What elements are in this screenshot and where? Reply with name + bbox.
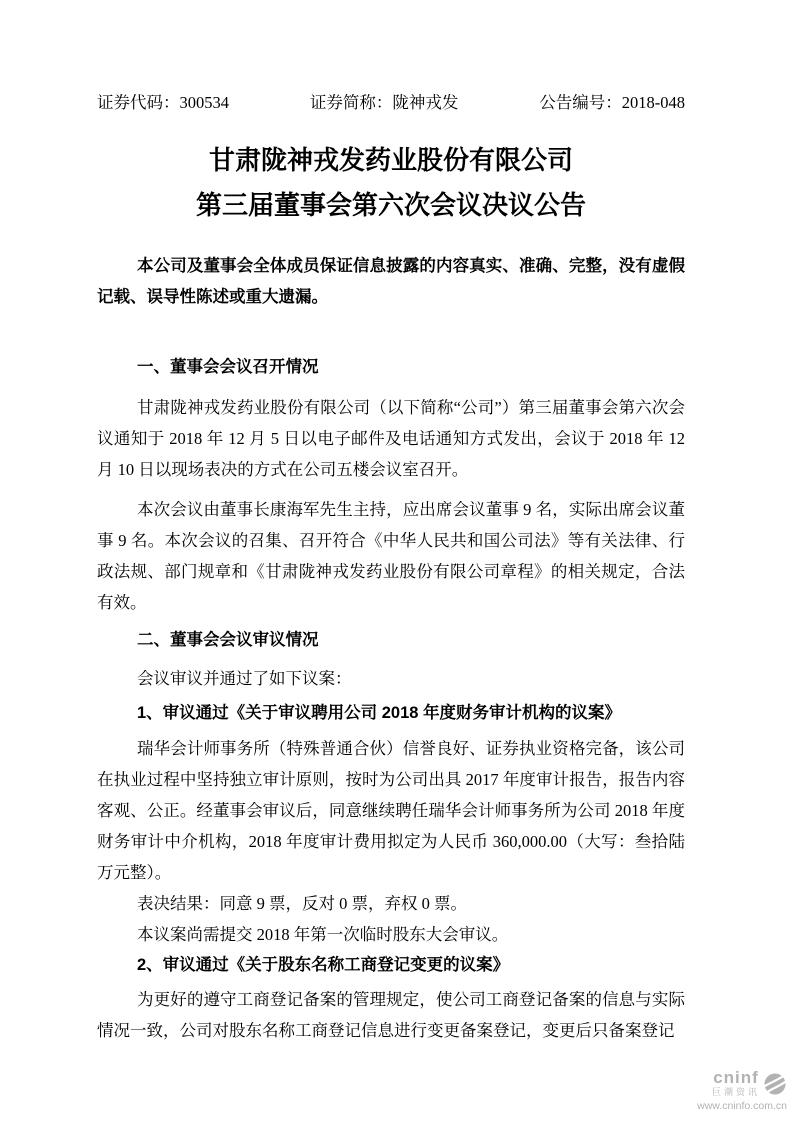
section-2-intro: 会议审议并通过了如下议案：	[137, 669, 352, 688]
disclaimer-paragraph: 本公司及董事会全体成员保证信息披露的内容真实、准确、完整，没有虚假记载、误导性陈述或重大遗漏。	[97, 257, 685, 306]
section-1-paragraph-2: 本次会议由董事长康海军先生主持，应出席会议董事 9 名，实际出席会议董事 9 名。本次会议的召集、召开符合《中华人民共和国公司法》等有关法律、行政法规、部门规章和《甘肃陇神戎发药业股份有限公司章程》的相关规定，合法有效。	[97, 500, 685, 612]
document-title	[97, 138, 685, 228]
cninfo-logo-text: cninf	[713, 1068, 759, 1087]
cninfo-swirl-icon	[763, 1072, 787, 1096]
resolution-1-vote-result: 表决结果：同意 9 票，反对 0 票，弃权 0 票。	[137, 894, 467, 913]
section-2-heading: 二、董事会会议审议情况	[137, 631, 319, 649]
meeting-resolution-title: 第三届董事会第六次会议决议公告	[195, 190, 586, 220]
cninfo-chinese-name: 巨潮资讯	[711, 1087, 760, 1097]
resolution-2-body: 为更好的遵守工商登记备案的管理规定，使公司工商登记备案的信息与实际情况一致，公司对股东名称工商登记信息进行变更备案登记，变更后只备案登记	[97, 990, 685, 1040]
resolution-2-title: 2、审议通过《关于股东名称工商登记变更的议案》	[137, 956, 510, 974]
announcement-number-label: 公告编号：2018-048	[539, 93, 685, 112]
stock-abbr-label: 证券简称：陇神戎发	[309, 93, 459, 112]
cninfo-url: www.cninfo.com.cn	[697, 1100, 787, 1112]
document-content	[97, 92, 685, 1046]
cninfo-watermark	[697, 1069, 787, 1113]
document-info-line	[97, 92, 685, 113]
cninfo-logo-text-block	[712, 1069, 760, 1098]
cninfo-logo	[697, 1069, 787, 1098]
company-name-title: 甘肃陇神戎发药业股份有限公司	[208, 145, 573, 175]
stock-code-label: 证券代码：300534	[97, 93, 229, 112]
section-1-heading: 一、董事会会议召开情况	[137, 358, 319, 376]
resolution-1-body: 瑞华会计师事务所（特殊普通合伙）信誉良好、证券执业资格完备，该公司在执业过程中坚持独立审计原则，按时为公司出具 2017 年度审计报告，报告内容客观、公正。经董事会审议后，同意继续聘任瑞华会计师事务所为公司 2018 年度财务审计中介机构，2018 年度审计费用拟定为人民币 360,000.00（大写：叁拾陆万元整）。	[97, 739, 685, 882]
section-1-paragraph-1: 甘肃陇神戎发药业股份有限公司（以下简称“公司”）第三届董事会第六次会议通知于 2018 年 12 月 5 日以电子邮件及电话通知方式发出，会议于 2018 年 12 月 10 日以现场表决的方式在公司五楼会议室召开。	[97, 398, 685, 479]
resolution-1-title: 1、审议通过《关于审议聘用公司 2018 年度财务审计机构的议案》	[137, 704, 622, 722]
resolution-1-note: 本议案尚需提交 2018 年第一次临时股东大会审议。	[137, 925, 509, 944]
